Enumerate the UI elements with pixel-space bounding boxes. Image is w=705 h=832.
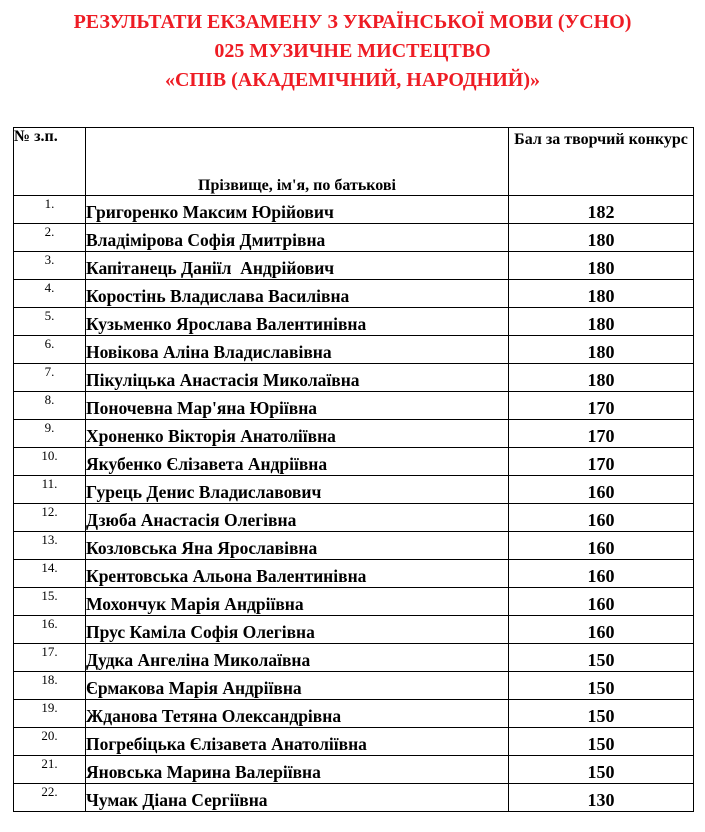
table-row	[14, 448, 694, 476]
results-table	[13, 127, 694, 812]
row-number: 17.	[14, 644, 86, 672]
row-score: 160	[509, 616, 694, 644]
row-score: 180	[509, 308, 694, 336]
table-row	[14, 588, 694, 616]
row-name: Крентовська Альона Валентинівна	[86, 560, 509, 588]
row-score: 170	[509, 420, 694, 448]
row-name: Владімірова Софія Дмитрівна	[86, 224, 509, 252]
row-number: 7.	[14, 364, 86, 392]
row-number: 19.	[14, 700, 86, 728]
column-header-score: Бал за творчий конкурс	[509, 128, 694, 196]
row-score: 160	[509, 560, 694, 588]
row-name: Чумак Діана Сергіївна	[86, 784, 509, 812]
row-number: 18.	[14, 672, 86, 700]
row-name: Капітанець Даніїл Андрійович	[86, 252, 509, 280]
row-name: Погребіцька Єлізавета Анатоліївна	[86, 728, 509, 756]
table-row	[14, 728, 694, 756]
column-header-name: Прізвище, ім'я, по батькові	[86, 128, 509, 196]
row-number: 13.	[14, 532, 86, 560]
row-name: Дудка Ангеліна Миколаївна	[86, 644, 509, 672]
row-score: 160	[509, 588, 694, 616]
row-score: 150	[509, 756, 694, 784]
table-row	[14, 616, 694, 644]
row-name: Григоренко Максим Юрійович	[86, 196, 509, 224]
row-number: 9.	[14, 420, 86, 448]
row-score: 130	[509, 784, 694, 812]
row-score: 180	[509, 224, 694, 252]
table-row	[14, 364, 694, 392]
row-name: Кузьменко Ярослава Валентинівна	[86, 308, 509, 336]
row-name: Мохончук Марія Андріївна	[86, 588, 509, 616]
row-score: 150	[509, 672, 694, 700]
row-score: 150	[509, 644, 694, 672]
row-score: 180	[509, 336, 694, 364]
row-number: 14.	[14, 560, 86, 588]
page-title: РЕЗУЛЬТАТИ ЕКЗАМЕНУ З УКРАЇНСЬКОЇ МОВИ (УСНО)	[73, 11, 632, 33]
table-row	[14, 196, 694, 224]
table-row	[14, 784, 694, 812]
row-name: Пікуліцька Анастасія Миколаївна	[86, 364, 509, 392]
row-number: 22.	[14, 784, 86, 812]
row-score: 180	[509, 364, 694, 392]
row-score: 160	[509, 476, 694, 504]
table-row	[14, 476, 694, 504]
table-row	[14, 560, 694, 588]
row-number: 8.	[14, 392, 86, 420]
row-number: 5.	[14, 308, 86, 336]
row-name: Дзюба Анастасія Олегівна	[86, 504, 509, 532]
table-row	[14, 308, 694, 336]
row-score: 182	[509, 196, 694, 224]
row-number: 3.	[14, 252, 86, 280]
table-row	[14, 392, 694, 420]
table-row	[14, 672, 694, 700]
table-row	[14, 644, 694, 672]
row-score: 160	[509, 504, 694, 532]
row-score: 170	[509, 392, 694, 420]
row-name: Новікова Аліна Владиславівна	[86, 336, 509, 364]
column-header-number: № з.п.	[14, 128, 86, 196]
row-number: 15.	[14, 588, 86, 616]
row-number: 21.	[14, 756, 86, 784]
row-name: Хроненко Вікторія Анатоліївна	[86, 420, 509, 448]
row-score: 170	[509, 448, 694, 476]
table-row	[14, 756, 694, 784]
table-row	[14, 252, 694, 280]
program-title: «СПІВ (АКАДЕМІЧНИЙ, НАРОДНИЙ)»	[164, 69, 541, 91]
row-name: Коростінь Владислава Василівна	[86, 280, 509, 308]
table-header-row	[14, 128, 694, 196]
row-score: 180	[509, 252, 694, 280]
row-number: 16.	[14, 616, 86, 644]
table-row	[14, 336, 694, 364]
row-number: 20.	[14, 728, 86, 756]
row-score: 150	[509, 700, 694, 728]
table-row	[14, 532, 694, 560]
row-name: Якубенко Єлізавета Андріївна	[86, 448, 509, 476]
row-name: Козловська Яна Ярославівна	[86, 532, 509, 560]
table-row	[14, 700, 694, 728]
table-row	[14, 224, 694, 252]
table-row	[14, 420, 694, 448]
row-number: 2.	[14, 224, 86, 252]
row-score: 160	[509, 532, 694, 560]
row-name: Яновська Марина Валеріївна	[86, 756, 509, 784]
row-name: Жданова Тетяна Олександрівна	[86, 700, 509, 728]
row-name: Поночевна Мар'яна Юріївна	[86, 392, 509, 420]
row-number: 11.	[14, 476, 86, 504]
table-row	[14, 504, 694, 532]
row-number: 6.	[14, 336, 86, 364]
row-score: 180	[509, 280, 694, 308]
row-number: 12.	[14, 504, 86, 532]
row-number: 1.	[14, 196, 86, 224]
row-name: Єрмакова Марія Андріївна	[86, 672, 509, 700]
row-name: Прус Каміла Софія Олегівна	[86, 616, 509, 644]
specialty-title: 025 МУЗИЧНЕ МИСТЕЦТВО	[214, 40, 491, 62]
row-number: 4.	[14, 280, 86, 308]
row-score: 150	[509, 728, 694, 756]
row-number: 10.	[14, 448, 86, 476]
table-body	[14, 196, 694, 812]
row-name: Гурець Денис Владиславович	[86, 476, 509, 504]
table-row	[14, 280, 694, 308]
